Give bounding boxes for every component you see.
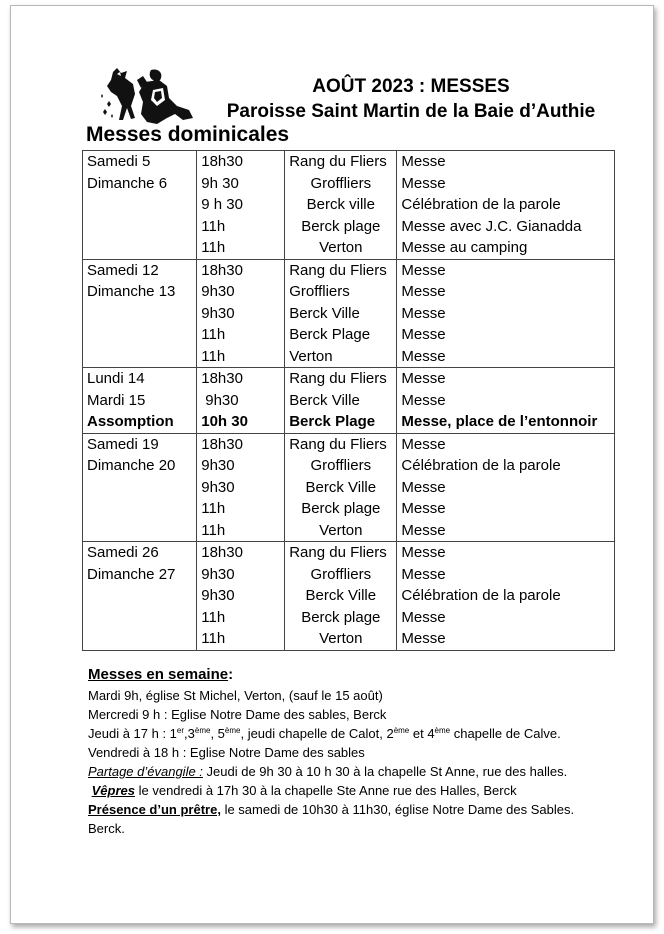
schedule-place-cell: Groffliers <box>285 173 397 195</box>
schedule-type-cell: Messe <box>397 281 615 303</box>
schedule-time-cell: 9h30 <box>197 303 285 325</box>
schedule-day-cell <box>83 607 197 629</box>
schedule-day-cell: Dimanche 6 <box>83 173 197 195</box>
schedule-place-cell: Berck Ville <box>285 585 397 607</box>
schedule-day-cell <box>83 498 197 520</box>
schedule-type-cell: Célébration de la parole <box>397 194 615 216</box>
schedule-type-cell: Messe <box>397 542 615 564</box>
schedule-time-cell: 11h <box>197 607 285 629</box>
schedule-day-cell <box>83 237 197 259</box>
schedule-place-cell: Berck Ville <box>285 303 397 325</box>
schedule-place-cell: Verton <box>285 237 397 259</box>
schedule-time-cell: 9h30 <box>197 477 285 499</box>
schedule-time-cell: 11h <box>197 237 285 259</box>
weekday-line-partage: Partage d’évangile : Jeudi de 9h 30 à 10 h 30 à la chapelle St Anne, rue des halles. <box>88 764 568 779</box>
presence-label: Présence d’un prêtre, <box>88 802 221 817</box>
schedule-type-cell: Messe <box>397 259 615 281</box>
schedule-day-cell <box>83 303 197 325</box>
schedule-place-cell: Verton <box>285 628 397 650</box>
schedule-day-cell <box>83 324 197 346</box>
weekday-line-presence: Présence d’un prêtre, le samedi de 10h30 à 11h30, église Notre Dame des Sables. <box>88 802 575 817</box>
schedule-type-cell: Messe <box>397 346 615 368</box>
schedule-type-cell: Messe <box>397 324 615 346</box>
schedule-place-cell: Groffliers <box>285 455 397 477</box>
schedule-time-cell: 11h <box>197 628 285 650</box>
schedule-row <box>83 346 615 368</box>
schedule-day-cell: Lundi 14 <box>83 368 197 390</box>
schedule-day-cell <box>83 216 197 238</box>
schedule-type-cell: Messe <box>397 303 615 325</box>
schedule-row <box>83 520 615 542</box>
weekday-masses-section <box>88 664 628 838</box>
schedule-row <box>83 194 615 216</box>
schedule-time-cell: 18h30 <box>197 542 285 564</box>
schedule-day-cell: Samedi 19 <box>83 433 197 455</box>
schedule-day-cell <box>83 477 197 499</box>
schedule-row <box>83 281 615 303</box>
schedule-place-cell: Rang du Fliers <box>285 542 397 564</box>
schedule-type-cell: Messe <box>397 151 615 173</box>
schedule-type-cell: Messe <box>397 368 615 390</box>
schedule-type-cell: Messe <box>397 390 615 412</box>
schedule-row <box>83 607 615 629</box>
schedule-time-cell: 11h <box>197 498 285 520</box>
schedule-time-cell: 10h 30 <box>197 411 285 433</box>
weekday-line-presence-cont: Berck. <box>88 821 125 836</box>
document-title: AOÛT 2023 : MESSES <box>312 76 510 97</box>
schedule-day-cell <box>83 346 197 368</box>
schedule-row <box>83 433 615 455</box>
schedule-day-cell: Dimanche 20 <box>83 455 197 477</box>
schedule-day-cell: Dimanche 27 <box>83 564 197 586</box>
schedule-place-cell: Rang du Fliers <box>285 433 397 455</box>
sunday-mass-schedule-table <box>82 150 615 651</box>
schedule-row <box>83 324 615 346</box>
schedule-day-cell: Dimanche 13 <box>83 281 197 303</box>
vepres-label: Vêpres <box>91 783 135 798</box>
schedule-place-cell: Berck Plage <box>285 411 397 433</box>
schedule-row <box>83 585 615 607</box>
schedule-row <box>83 455 615 477</box>
schedule-time-cell: 9h 30 <box>197 173 285 195</box>
schedule-time-cell: 11h <box>197 346 285 368</box>
schedule-time-cell: 9h30 <box>197 390 285 412</box>
schedule-place-cell: Berck Plage <box>285 324 397 346</box>
schedule-time-cell: 9h30 <box>197 281 285 303</box>
schedule-place-cell: Berck plage <box>285 498 397 520</box>
schedule-place-cell: Groffliers <box>285 564 397 586</box>
schedule-type-cell: Messe <box>397 433 615 455</box>
saint-martin-horseman-icon <box>97 66 197 128</box>
schedule-row <box>83 542 615 564</box>
parish-name: Paroisse Saint Martin de la Baie d’Authie <box>226 101 596 122</box>
schedule-type-cell: Messe <box>397 607 615 629</box>
schedule-day-cell <box>83 194 197 216</box>
schedule-row <box>83 390 615 412</box>
schedule-day-cell <box>83 585 197 607</box>
schedule-place-cell: Berck plage <box>285 216 397 238</box>
schedule-row <box>83 259 615 281</box>
schedule-row <box>83 564 615 586</box>
weekday-line-vepres: Vêpres le vendredi à 17h 30 à la chapelle Ste Anne rue des Halles, Berck <box>91 783 517 798</box>
schedule-type-cell: Messe <box>397 628 615 650</box>
schedule-row <box>83 237 615 259</box>
schedule-time-cell: 18h30 <box>197 368 285 390</box>
schedule-time-cell: 11h <box>197 520 285 542</box>
schedule-time-cell: 18h30 <box>197 151 285 173</box>
schedule-place-cell: Rang du Fliers <box>285 259 397 281</box>
schedule-time-cell: 9h30 <box>197 564 285 586</box>
schedule-type-cell: Messe <box>397 564 615 586</box>
schedule-day-cell: Samedi 26 <box>83 542 197 564</box>
schedule-type-cell: Messe <box>397 173 615 195</box>
schedule-row <box>83 477 615 499</box>
partage-label: Partage d’évangile : <box>88 764 203 779</box>
schedule-day-cell <box>83 520 197 542</box>
schedule-time-cell: 9h30 <box>197 455 285 477</box>
schedule-type-cell: Messe <box>397 477 615 499</box>
weekday-line-mardi: Mardi 9h, église St Michel, Verton, (sauf le 15 août) <box>88 688 383 703</box>
section-title-sunday-masses: Messes dominicales <box>86 123 290 146</box>
schedule-row <box>83 151 615 173</box>
schedule-time-cell: 18h30 <box>197 433 285 455</box>
schedule-place-cell: Rang du Fliers <box>285 368 397 390</box>
schedule-row <box>83 173 615 195</box>
weekday-line-mercredi: Mercredi 9 h : Eglise Notre Dame des sables, Berck <box>88 707 387 722</box>
schedule-day-cell <box>83 628 197 650</box>
schedule-place-cell: Rang du Fliers <box>285 151 397 173</box>
weekday-masses-title: Messes en semaine: <box>88 666 234 683</box>
schedule-place-cell: Verton <box>285 520 397 542</box>
schedule-place-cell: Berck plage <box>285 607 397 629</box>
schedule-time-cell: 11h <box>197 216 285 238</box>
schedule-type-cell: Messe <box>397 498 615 520</box>
weekday-line-jeudi: Jeudi à 17 h : 1er,3ème, 5ème, jeudi chapelle de Calot, 2ème et 4ème chapelle de Calve. <box>88 726 561 741</box>
schedule-place-cell: Berck Ville <box>285 477 397 499</box>
schedule-time-cell: 9 h 30 <box>197 194 285 216</box>
schedule-row <box>83 411 615 433</box>
schedule-place-cell: Verton <box>285 346 397 368</box>
schedule-type-cell: Messe, place de l’entonnoir <box>397 411 615 433</box>
schedule-type-cell: Messe <box>397 520 615 542</box>
schedule-row <box>83 216 615 238</box>
schedule-time-cell: 9h30 <box>197 585 285 607</box>
schedule-type-cell: Messe avec J.C. Gianadda <box>397 216 615 238</box>
schedule-place-cell: Berck ville <box>285 194 397 216</box>
schedule-row <box>83 303 615 325</box>
weekday-line-vendredi: Vendredi à 18 h : Eglise Notre Dame des sables <box>88 745 365 760</box>
schedule-day-cell: Samedi 12 <box>83 259 197 281</box>
schedule-time-cell: 18h30 <box>197 259 285 281</box>
schedule-row <box>83 628 615 650</box>
schedule-day-cell: Mardi 15 <box>83 390 197 412</box>
schedule-type-cell: Messe au camping <box>397 237 615 259</box>
schedule-row <box>83 368 615 390</box>
schedule-place-cell: Groffliers <box>285 281 397 303</box>
schedule-time-cell: 11h <box>197 324 285 346</box>
schedule-row <box>83 498 615 520</box>
schedule-day-cell: Assomption <box>83 411 197 433</box>
schedule-day-cell: Samedi 5 <box>83 151 197 173</box>
schedule-place-cell: Berck Ville <box>285 390 397 412</box>
schedule-type-cell: Célébration de la parole <box>397 455 615 477</box>
schedule-type-cell: Célébration de la parole <box>397 585 615 607</box>
